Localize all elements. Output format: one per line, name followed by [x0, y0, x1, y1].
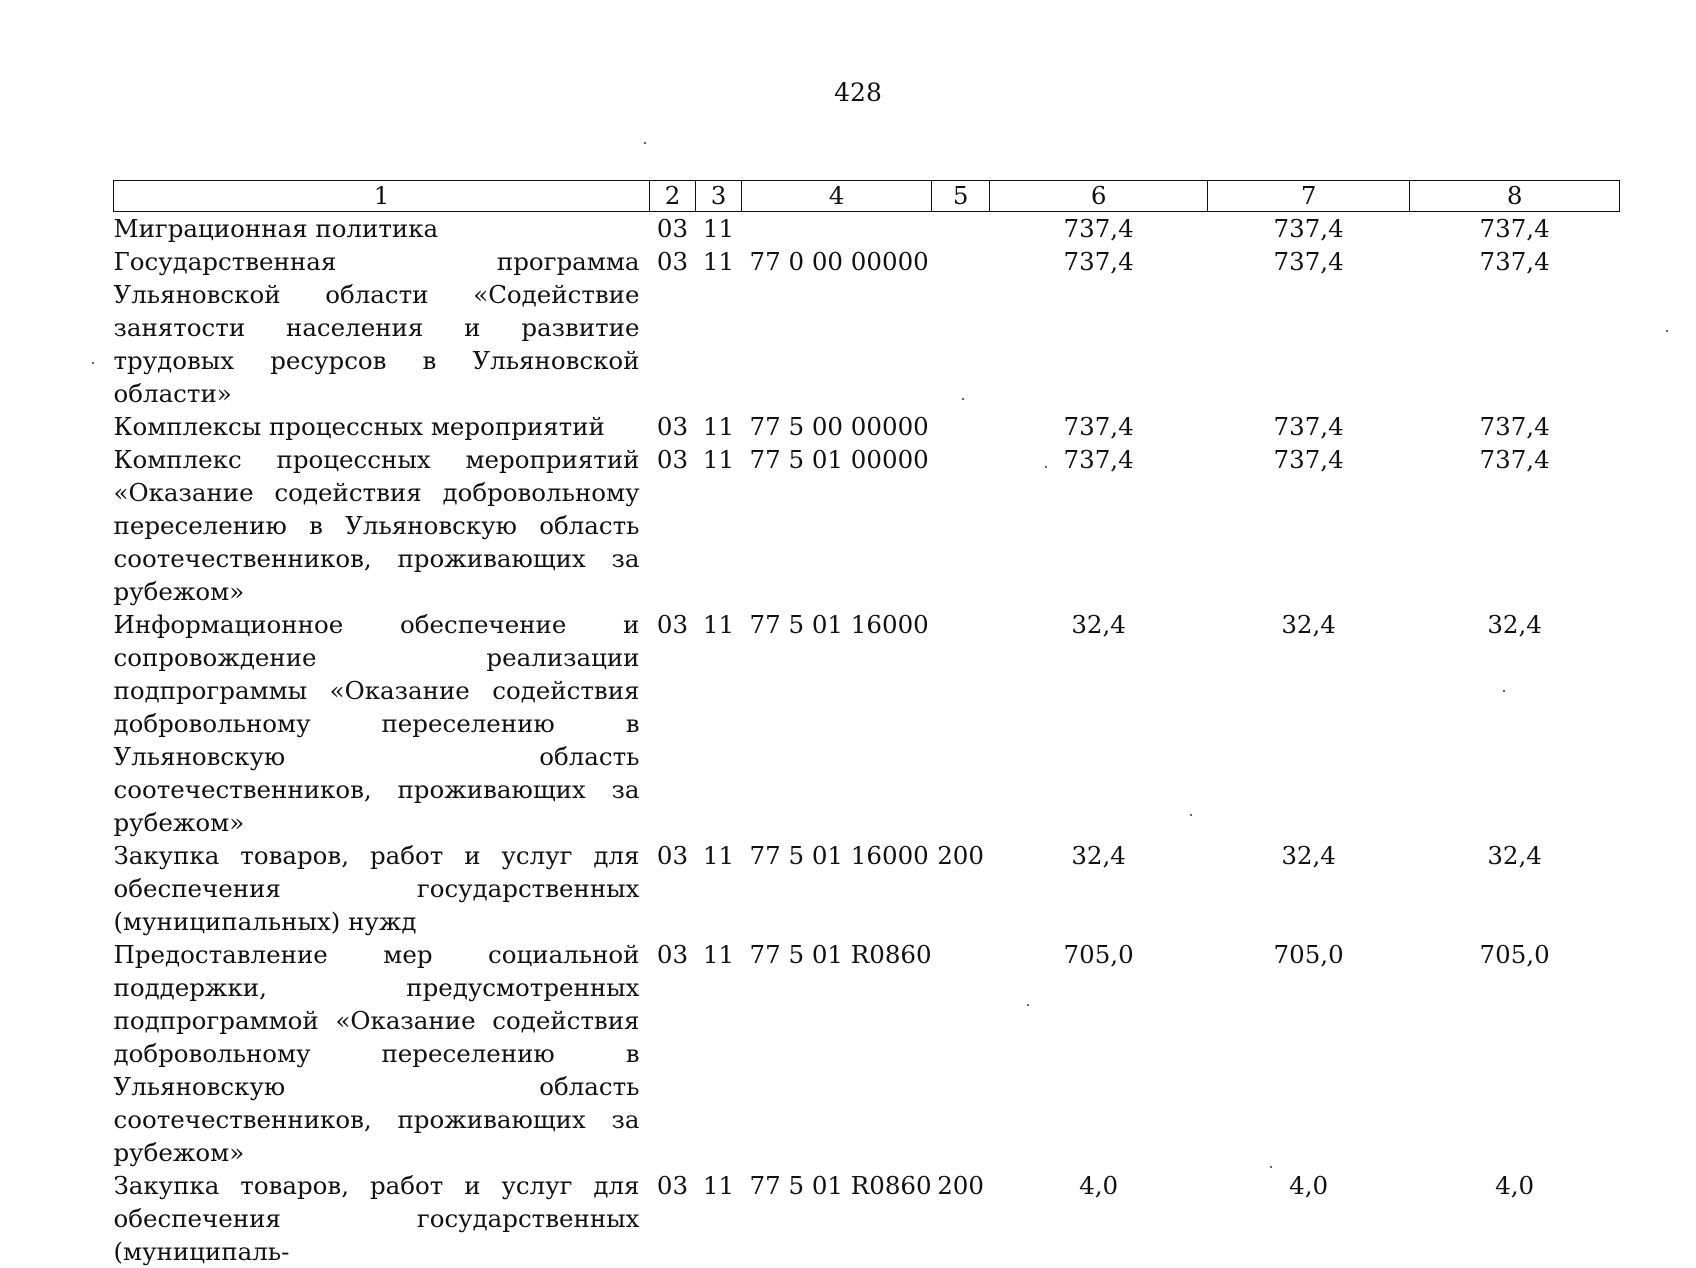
scan-speck — [644, 142, 646, 144]
row-value-7: 4,0 — [1208, 1169, 1410, 1268]
scan-speck — [1027, 1004, 1029, 1006]
row-code: 77 0 00 00000 — [742, 245, 932, 410]
row-subsection: 11 — [696, 443, 742, 608]
column-header-2: 2 — [650, 181, 696, 212]
row-name: Закупка товаров, работ и услуг для обеспечения государственных (муниципальных) нужд — [114, 839, 650, 938]
column-header-6: 6 — [990, 181, 1208, 212]
scan-speck — [1666, 330, 1668, 332]
row-section: 03 — [650, 608, 696, 839]
row-value-7: 32,4 — [1208, 839, 1410, 938]
row-value-6: 32,4 — [990, 839, 1208, 938]
row-expense-type — [932, 245, 990, 410]
row-section: 03 — [650, 938, 696, 1169]
row-code: 77 5 01 R0860 — [742, 938, 932, 1169]
table-row — [114, 245, 1620, 410]
row-expense-type — [932, 443, 990, 608]
row-code: 77 5 00 00000 — [742, 410, 932, 443]
row-value-8: 737,4 — [1410, 212, 1620, 246]
page-number: 428 — [0, 78, 1696, 107]
row-value-8: 32,4 — [1410, 608, 1620, 839]
row-value-6: 737,4 — [990, 245, 1208, 410]
table-header — [114, 181, 1620, 212]
table-row — [114, 212, 1620, 246]
row-subsection: 11 — [696, 1169, 742, 1268]
row-expense-type: 200 — [932, 1169, 990, 1268]
row-expense-type: 200 — [932, 839, 990, 938]
row-value-7: 32,4 — [1208, 608, 1410, 839]
row-code: 77 5 01 R0860 — [742, 1169, 932, 1268]
row-value-6: 4,0 — [990, 1169, 1208, 1268]
column-header-4: 4 — [742, 181, 932, 212]
table-row — [114, 1169, 1620, 1268]
row-expense-type — [932, 608, 990, 839]
row-name: Комплекс процессных мероприятий «Оказание содействия добровольному переселению в Ульяновскую область соотечественников, проживающих за рубежом» — [114, 443, 650, 608]
row-name: Предоставление мер социальной поддержки, предусмотренных подпрограммой «Оказание содействия добровольному переселению в Ульяновскую область соотечественников, проживающих за рубежом» — [114, 938, 650, 1169]
row-value-6: 705,0 — [990, 938, 1208, 1169]
row-value-8: 32,4 — [1410, 839, 1620, 938]
row-value-8: 705,0 — [1410, 938, 1620, 1169]
table-row — [114, 608, 1620, 839]
row-section: 03 — [650, 443, 696, 608]
row-expense-type — [932, 212, 990, 246]
column-header-3: 3 — [696, 181, 742, 212]
row-value-8: 737,4 — [1410, 410, 1620, 443]
row-section: 03 — [650, 212, 696, 246]
row-value-8: 737,4 — [1410, 443, 1620, 608]
row-name: Государственная программа Ульяновской области «Содействие занятости населения и развитие трудовых ресурсов в Ульяновской области» — [114, 245, 650, 410]
scan-speck — [1045, 466, 1047, 468]
scan-speck — [1503, 690, 1505, 692]
row-code: 77 5 01 00000 — [742, 443, 932, 608]
scan-speck — [962, 398, 964, 400]
row-value-7: 737,4 — [1208, 212, 1410, 246]
row-value-6: 32,4 — [990, 608, 1208, 839]
row-value-8: 4,0 — [1410, 1169, 1620, 1268]
row-section: 03 — [650, 410, 696, 443]
scan-speck — [92, 362, 94, 364]
row-value-7: 705,0 — [1208, 938, 1410, 1169]
column-header-5: 5 — [932, 181, 990, 212]
table-row — [114, 938, 1620, 1169]
row-section: 03 — [650, 1169, 696, 1268]
header-row — [114, 181, 1620, 212]
row-subsection: 11 — [696, 608, 742, 839]
table-row — [114, 410, 1620, 443]
table-row — [114, 839, 1620, 938]
row-value-6: 737,4 — [990, 410, 1208, 443]
table-body — [114, 212, 1620, 1268]
row-value-8: 737,4 — [1410, 245, 1620, 410]
column-header-7: 7 — [1208, 181, 1410, 212]
scan-speck — [1270, 1166, 1272, 1168]
row-value-7: 737,4 — [1208, 410, 1410, 443]
row-subsection: 11 — [696, 245, 742, 410]
row-name: Миграционная политика — [114, 212, 650, 246]
row-value-6: 737,4 — [990, 443, 1208, 608]
scan-speck — [1190, 814, 1192, 816]
row-subsection: 11 — [696, 410, 742, 443]
row-name: Закупка товаров, работ и услуг для обеспечения государственных (муниципаль- — [114, 1169, 650, 1268]
row-subsection: 11 — [696, 938, 742, 1169]
column-header-1: 1 — [114, 181, 650, 212]
row-code: 77 5 01 16000 — [742, 608, 932, 839]
row-section: 03 — [650, 839, 696, 938]
row-value-7: 737,4 — [1208, 443, 1410, 608]
row-value-6: 737,4 — [990, 212, 1208, 246]
row-name: Информационное обеспечение и сопровождение реализации подпрограммы «Оказание содействия добровольному переселению в Ульяновскую область соотечественников, проживающих за рубежом» — [114, 608, 650, 839]
budget-table — [113, 180, 1620, 1268]
row-subsection: 11 — [696, 212, 742, 246]
row-subsection: 11 — [696, 839, 742, 938]
row-code — [742, 212, 932, 246]
table-row — [114, 443, 1620, 608]
row-expense-type — [932, 410, 990, 443]
row-code: 77 5 01 16000 — [742, 839, 932, 938]
column-header-8: 8 — [1410, 181, 1620, 212]
row-name: Комплексы процессных мероприятий — [114, 410, 650, 443]
row-value-7: 737,4 — [1208, 245, 1410, 410]
row-expense-type — [932, 938, 990, 1169]
row-section: 03 — [650, 245, 696, 410]
